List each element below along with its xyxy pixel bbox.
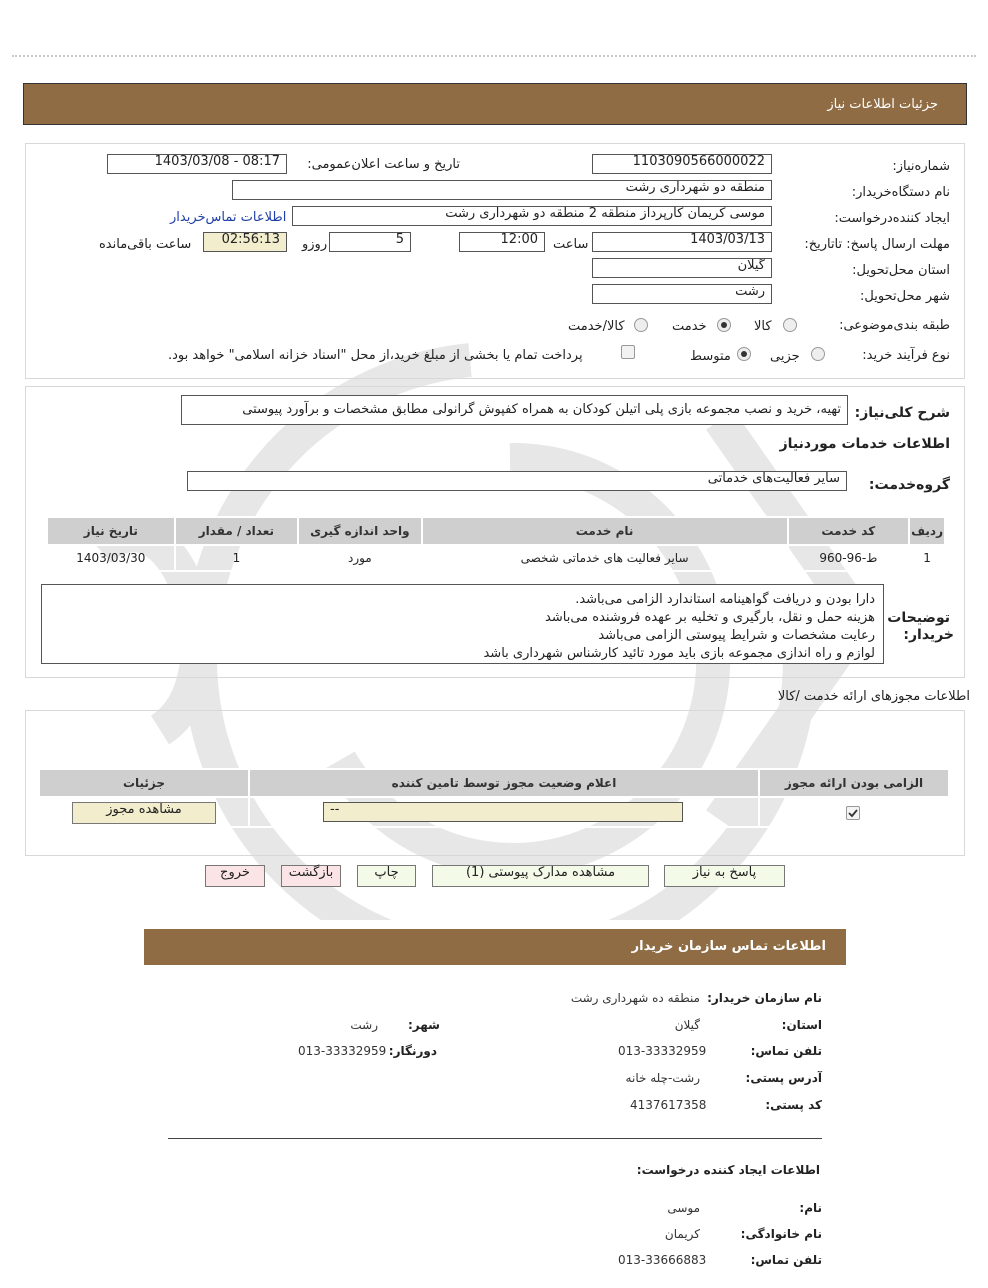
buyer-org-label: نام دستگاه‌خریدار: [851,185,950,200]
contact-province-label: استان: [781,1018,822,1032]
buyer-org-field: منطقه دو شهرداری رشت [232,180,772,200]
note-line: رعایت مشخصات و شرایط پیوستی الزامی می‌باشد [598,628,875,643]
days-field: 5 [329,232,411,252]
services-table [46,516,946,572]
creator-heading: اطلاعات ایجاد کننده درخواست: [636,1163,820,1177]
treasury-payment-checkbox[interactable] [621,345,635,359]
row-qty: 1 [175,545,298,571]
group-label: گروه‌خدمت: [868,477,950,493]
note-line: هزینه حمل و نقل، بارگیری و تخلیه بر عهده فروشنده می‌باشد [545,610,875,625]
need-number-label: شماره‌نیاز: [892,159,950,174]
process-small-label: جزیی [770,349,800,364]
col-details: جزئیات [39,769,249,797]
note-line: لوازم و راه اندازی مجموعه بازی باید مورد تائید کارشناس شهرداری باشد [483,646,875,661]
col-status: اعلام وضعیت مجوز توسط تامین کننده [249,769,759,797]
col-name: نام خدمت [422,517,788,545]
view-permit-button[interactable]: مشاهده مجوز [72,802,216,824]
contact-buyer-link[interactable]: اطلاعات تماس‌خریدار [170,210,287,225]
row-name: سایر فعالیت های خدماتی شخصی [422,545,788,571]
process-small-radio[interactable] [811,347,825,361]
attachments-button[interactable]: مشاهده مدارک پیوستی (1) [432,865,649,887]
creator-phone-label: تلفن تماس: [750,1253,822,1267]
payment-note: پرداخت تمام یا بخشی از مبلغ خرید،از محل "اسناد خزانه اسلامی" خواهد بود. [168,348,583,363]
org-value: منطقه ده شهرداری رشت [570,991,700,1005]
deadline-date-field: 1403/03/13 [592,232,772,252]
note-line: دارا بودن و دریافت گواهینامه استاندارد الزامی می‌باشد. [575,592,875,607]
row-index: 1 [909,545,945,571]
first-name-value: موسی [667,1201,700,1215]
process-medium-radio[interactable] [737,347,751,361]
postal-label: کد پستی: [765,1098,822,1112]
col-code: کد خدمت [788,517,910,545]
address-label: آدرس پستی: [745,1071,822,1085]
org-label: نام سازمان خریدار: [707,991,822,1005]
category-both-radio[interactable] [634,318,648,332]
fax-label: دورنگار: [388,1044,437,1058]
reply-button[interactable]: پاسخ به نیاز [664,865,785,887]
last-name-label: نام خانوادگی: [740,1227,822,1241]
permits-table-header [39,769,949,797]
row-date: 1403/03/30 [47,545,175,571]
category-service-label: خدمت [672,319,707,334]
summary-label: شرح کلی‌نیاز: [854,405,950,421]
back-button[interactable]: بازگشت [281,865,341,887]
permit-required-checkbox [846,806,860,820]
city-field: رشت [592,284,772,304]
province-field: گیلان [592,258,772,278]
col-unit: واحد اندازه گیری [298,517,421,545]
deadline-label: مهلت ارسال پاسخ: تاتاریخ: [804,237,950,252]
col-row: ردیف [909,517,945,545]
info-panel [25,143,965,379]
group-field: سایر فعالیت‌های خدماتی [187,471,847,491]
col-required: الزامی بودن ارائه مجوز [759,769,949,797]
contact-title: اطلاعات تماس سازمان خریدار [631,939,826,954]
contact-city-label: شهر: [408,1018,440,1032]
contact-province-value: گیلان [674,1018,700,1032]
col-qty: تعداد / مقدار [175,517,298,545]
need-number-field: 1103090566000022 [592,154,772,174]
province-label: استان محل‌تحویل: [852,263,950,278]
row-code: ط-96-960 [788,545,910,571]
top-divider [12,55,976,57]
category-both-label: کالا/خدمت [568,319,625,334]
time-label: ساعت [553,237,589,252]
notes-label-1: توضیحات [887,610,950,626]
contact-city-value: رشت [350,1018,378,1032]
services-table-header [47,517,945,545]
phone-label: تلفن تماس: [750,1044,822,1058]
first-name-label: نام: [799,1201,822,1215]
process-label: نوع فرآیند خرید: [862,348,950,363]
remaining-time-field: 02:56:13 [203,232,287,252]
creator-phone-value: 013-33666883 [618,1253,707,1267]
category-goods-radio[interactable] [783,318,797,332]
announce-label: تاریخ و ساعت اعلان‌عمومی: [307,157,460,172]
details-title: جزئیات اطلاعات نیاز [827,97,938,112]
contact-header [144,929,846,965]
last-name-value: کریمان [664,1227,700,1241]
address-value: رشت-چله خانه [625,1071,700,1085]
creator-field: موسی کریمان کارپرداز منطقه 2 منطقه دو شهرداری رشت [292,206,772,226]
days-label: روزو [302,237,328,252]
category-label: طبقه بندی‌موضوعی: [839,318,950,333]
table-row [47,545,945,571]
print-button[interactable]: چاپ [357,865,416,887]
creator-label: ایجاد کننده‌درخواست: [834,211,950,226]
permit-status-field[interactable]: -- [323,802,683,822]
col-date: تاریخ نیاز [47,517,175,545]
buyer-notes-box [41,584,884,664]
details-header [23,83,967,125]
notes-label-2: خریدار: [903,627,954,643]
announce-field: 1403/03/08 - 08:17 [107,154,287,174]
exit-button[interactable]: خروج [205,865,265,887]
phone-value: 013-33332959 [618,1044,707,1058]
row-unit: مورد [298,545,421,571]
postal-value: 4137617358 [630,1098,707,1112]
category-service-radio[interactable] [717,318,731,332]
services-heading: اطلاعات خدمات موردنیاز [779,436,950,452]
city-label: شهر محل‌تحویل: [860,289,950,304]
contact-divider [168,1138,822,1139]
permits-title: اطلاعات مجوزهای ارائه خدمت /کالا [777,689,970,704]
summary-field: تهیه، خرید و نصب مجموعه بازی پلی اتیلن کودکان به همراه کفپوش گرانولی مطابق مشخصات و برآورد پیوستی [181,395,848,425]
category-goods-label: کالا [754,319,772,334]
fax-value: 013-33332959 [298,1044,387,1058]
process-medium-label: متوسط [690,349,731,364]
remaining-label: ساعت باقی‌مانده [99,237,192,252]
deadline-time-field: 12:00 [459,232,545,252]
check-icon [847,807,859,819]
